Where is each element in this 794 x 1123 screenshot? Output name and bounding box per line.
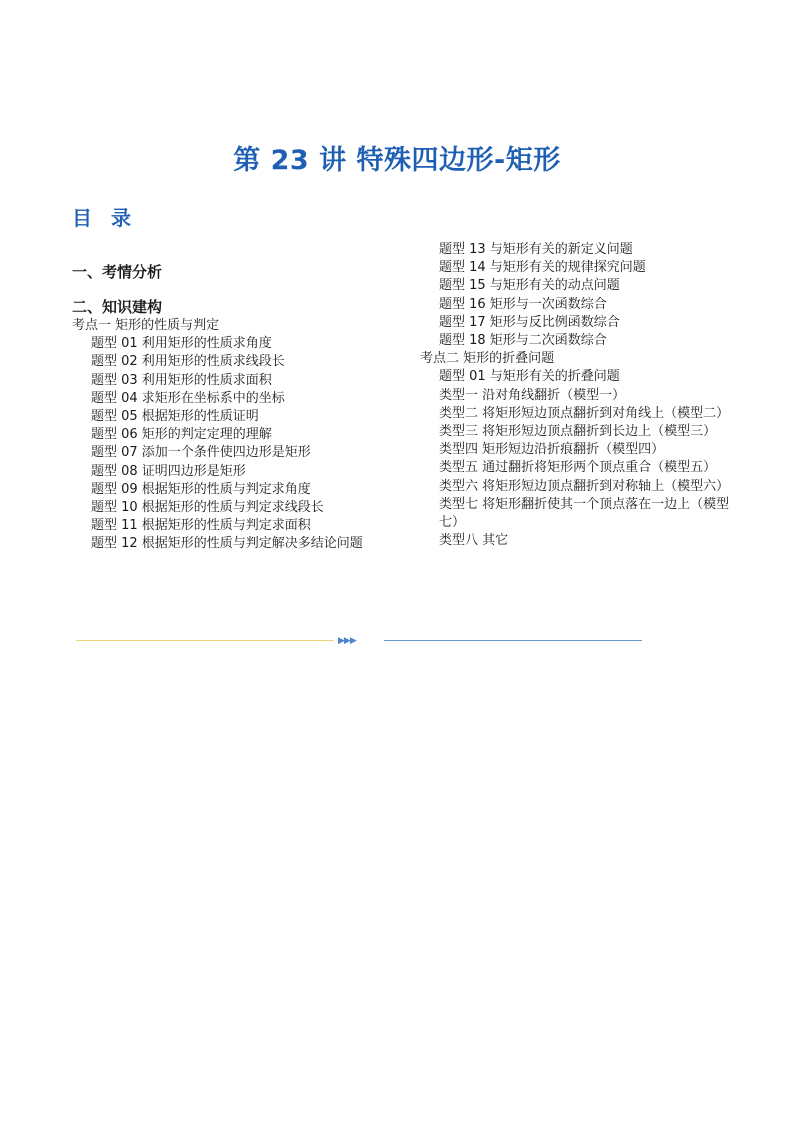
toc-item[interactable]: 类型六 将矩形短边顶点翻折到对称轴上（模型六） [439, 478, 730, 494]
toc-item[interactable]: 题型 03 利用矩形的性质求面积 [91, 372, 272, 388]
toc-section-analysis[interactable]: 一、考情分析 [72, 263, 163, 281]
toc-heading: 目 录 [72, 206, 137, 230]
toc-item[interactable]: 题型 14 与矩形有关的规律探究问题 [439, 260, 646, 276]
toc-kaodian-1[interactable]: 考点一 矩形的性质与判定 [72, 318, 220, 333]
toc-item[interactable]: 题型 17 矩形与反比例函数综合 [439, 314, 620, 330]
toc-item[interactable]: 题型 09 根据矩形的性质与判定求角度 [91, 481, 311, 497]
toc-item[interactable]: 题型 11 根据矩形的性质与判定求面积 [91, 518, 311, 534]
toc-kaodian-2[interactable]: 考点二 矩形的折叠问题 [420, 351, 555, 367]
toc-item[interactable]: 题型 15 与矩形有关的动点问题 [439, 278, 620, 294]
toc-item[interactable]: 题型 01 利用矩形的性质求角度 [91, 336, 272, 352]
toc-item[interactable]: 题型 05 根据矩形的性质证明 [91, 409, 259, 425]
toc-item[interactable]: 题型 13 与矩形有关的新定义问题 [439, 242, 633, 257]
divider-line-left [76, 640, 334, 641]
toc-right-column [420, 241, 740, 550]
toc-item[interactable]: 题型 10 根据矩形的性质与判定求线段长 [91, 500, 324, 516]
toc-item[interactable]: 题型 07 添加一个条件使四边形是矩形 [91, 445, 311, 461]
toc-item[interactable]: 题型 01 与矩形有关的折叠问题 [439, 369, 620, 385]
arrow-right-icon: ▶▶▶ [338, 636, 356, 646]
toc-item[interactable]: 类型二 将矩形短边顶点翻折到对角线上（模型二） [439, 405, 730, 421]
toc-item[interactable]: 题型 02 利用矩形的性质求线段长 [91, 354, 285, 370]
toc-item[interactable]: 题型 12 根据矩形的性质与判定解决多结论问题 [91, 536, 363, 552]
toc-item[interactable]: 类型七 将矩形翻折使其一个顶点落在一边上（模型七） [439, 496, 730, 531]
toc-item[interactable]: 题型 16 矩形与一次函数综合 [439, 296, 607, 312]
toc-item[interactable]: 类型三 将矩形短边顶点翻折到长边上（模型三） [439, 424, 717, 440]
toc-item[interactable]: 题型 04 求矩形在坐标系中的坐标 [91, 390, 285, 406]
section-divider [76, 634, 642, 648]
toc-item[interactable]: 类型五 通过翻折将矩形两个顶点重合（模型五） [439, 460, 717, 476]
page-title: 第 23 讲 特殊四边形-矩形 [233, 145, 561, 176]
toc-item[interactable]: 类型八 其它 [439, 533, 509, 549]
toc-item[interactable]: 类型一 沿对角线翻折（模型一） [439, 387, 626, 403]
toc-item[interactable]: 题型 18 矩形与二次函数综合 [439, 333, 607, 349]
toc-section-knowledge[interactable]: 二、知识建构 [72, 298, 163, 316]
divider-line-right [384, 640, 642, 641]
toc-item[interactable]: 题型 08 证明四边形是矩形 [91, 463, 246, 479]
toc-item[interactable]: 类型四 矩形短边沿折痕翻折（模型四） [439, 442, 665, 458]
toc-item[interactable]: 题型 06 矩形的判定定理的理解 [91, 427, 272, 443]
toc-left-column [72, 262, 392, 554]
